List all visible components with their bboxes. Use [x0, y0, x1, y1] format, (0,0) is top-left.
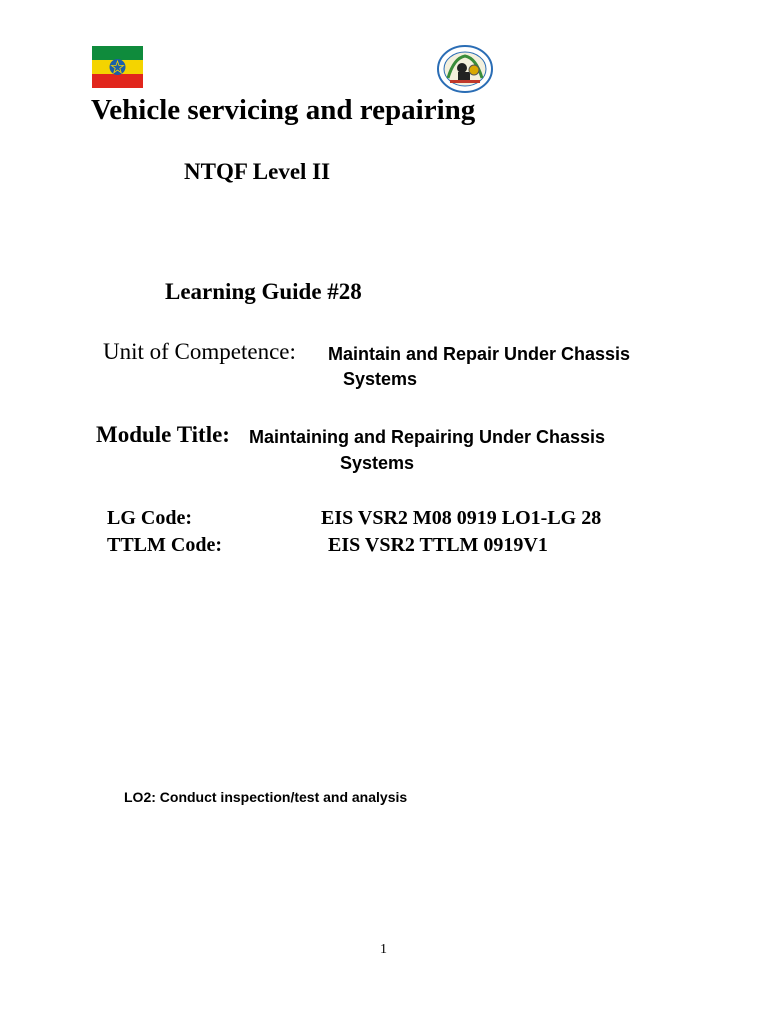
ethiopia-flag-icon [92, 46, 143, 88]
unit-of-competence-label: Unit of Competence: [103, 339, 296, 364]
document-title: Vehicle servicing and repairing [91, 94, 476, 126]
module-title-label: Module Title: [96, 422, 230, 447]
lg-code-label: LG Code: [107, 507, 192, 529]
module-title-value-line2: Systems [340, 453, 415, 473]
ttlm-code-label: TTLM Code: [107, 534, 222, 556]
page-number: 1 [380, 942, 387, 957]
learning-guide-number: Learning Guide #28 [165, 279, 362, 304]
module-title-value-line1: Maintaining and Repairing Under Chassis [249, 427, 606, 447]
ttlm-code-value: EIS VSR2 TTLM 0919V1 [328, 534, 548, 556]
ntqf-level: NTQF Level II [184, 159, 331, 184]
lg-code-value: EIS VSR2 M08 0919 LO1-LG 28 [321, 507, 602, 529]
unit-of-competence-value-line1: Maintain and Repair Under Chassis [328, 344, 631, 364]
learning-outcome-heading: LO2: Conduct inspection/test and analysis [124, 789, 408, 805]
unit-of-competence-value-line2: Systems [343, 369, 418, 389]
institution-seal-icon [436, 44, 494, 94]
